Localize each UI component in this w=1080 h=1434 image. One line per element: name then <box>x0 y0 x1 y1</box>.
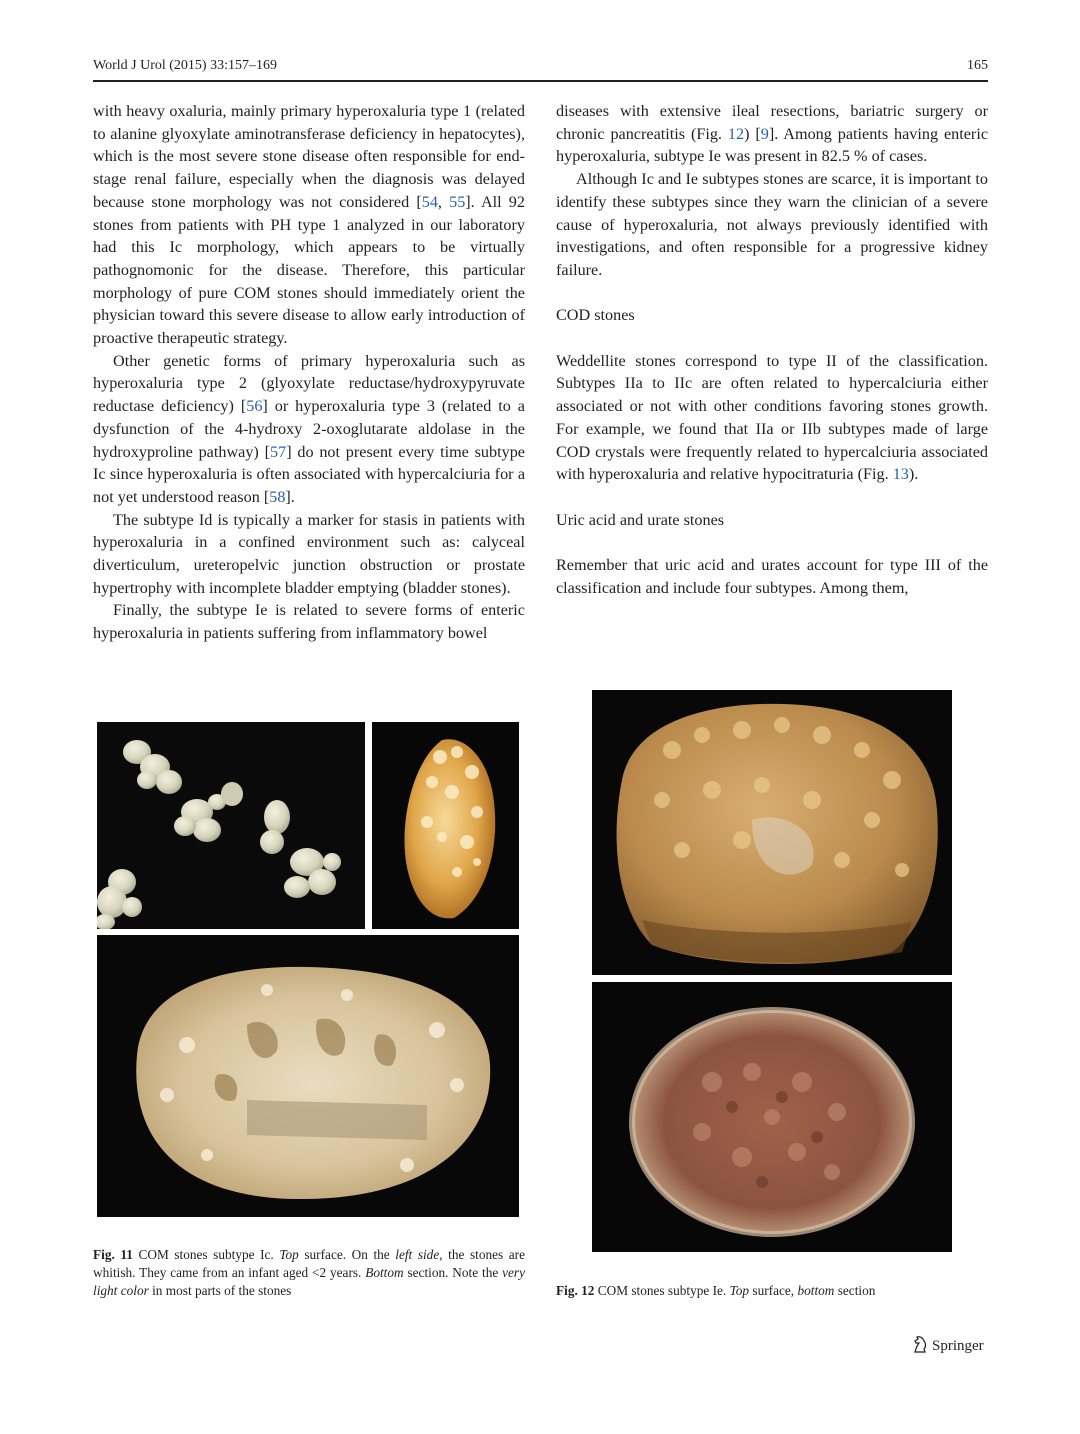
paragraph: The subtype Id is typically a marker for stasis in patients with hyperoxaluria in a confined environment such as: calyceal diverticulum, ureteropelvic junction obstruction or prostate hypertrophy with incomplete bladder emptying (bladder stones). <box>93 510 525 597</box>
fig12-caption: Fig. 12 COM stones subtype Ie. Top surface, bottom section <box>556 1283 876 1298</box>
whitish-stones-image <box>97 722 365 929</box>
section-heading: Uric acid and urate stones <box>556 510 725 529</box>
paragraph: Finally, the subtype Ie is related to severe forms of enteric hyperoxaluria in patients suffering from inflammatory bowel <box>93 601 525 643</box>
left-column <box>93 100 525 645</box>
citation-link[interactable]: 9 <box>760 124 769 143</box>
springer-knight-icon <box>912 1335 928 1358</box>
header-rule <box>93 80 988 82</box>
citation-link[interactable]: 54 <box>421 192 438 211</box>
publisher-footer <box>912 1335 984 1358</box>
fig11-caption: Fig. 11 COM stones subtype Ic. Top surface. On the left side, the stones are whitish. They came from an infant aged <2 years. Bottom section. Note the very light color in most parts of the stones <box>93 1247 525 1298</box>
stone-section-image <box>97 935 519 1217</box>
fig11-top-left-photo <box>97 722 365 929</box>
paragraph: Weddellite stones correspond to type II of the classification. Subtypes IIa to IIc are often related to hypercalciuria either associated or not with other conditions favoring stones growth. For example, we found that IIa or IIb subtypes made of large COD crystals were frequently related to hypercalciuria associated with hyperoxaluria and relative hypocitraturia (Fig. 13). <box>556 351 988 484</box>
paragraph: Although Ic and Ie subtypes stones are scarce, it is important to identify these subtypes since they warn the clinician of a severe cause of hyperoxaluria, not always previously identified with investigations, and often responsible for a progressive kidney failure. <box>556 170 988 279</box>
paragraph: Other genetic forms of primary hyperoxaluria such as hyperoxaluria type 2 (glyoxylate reductase/hydroxypyruvate reductase deficiency) [56] or hyperoxaluria type 3 (related to a dysfunction of the 4-hydroxy 2-oxoglutarate aldolase in the hydroxyproline pathway) [57] do not present every time subtype Ic since hyperoxaluria is often associated with hypercalciuria for a not yet understood reason [58]. <box>93 351 525 506</box>
amber-stone-image <box>372 722 519 929</box>
journal-citation: World J Urol (2015) 33:157–169 <box>93 58 277 73</box>
figure-link[interactable]: 13 <box>892 465 909 484</box>
brown-stone-surface-image <box>592 690 952 975</box>
right-column <box>556 100 988 599</box>
fig11-top-right-photo <box>372 722 519 929</box>
figure-label: Fig. 11 <box>93 1247 133 1262</box>
paragraph: Remember that uric acid and urates account for type III of the classification and include four subtypes. Among them, <box>556 556 988 597</box>
figure-link[interactable]: 12 <box>727 124 745 143</box>
publisher-name: Springer <box>932 1337 984 1354</box>
fig12-bottom-photo <box>592 982 952 1252</box>
citation-link[interactable]: 58 <box>269 487 286 506</box>
running-header <box>93 56 988 80</box>
section-heading: COD stones <box>556 306 635 325</box>
citation-link[interactable]: 55 <box>449 192 466 211</box>
fig12-top-photo <box>592 690 952 975</box>
brown-stone-section-image <box>592 982 952 1252</box>
figure-label: Fig. 12 <box>556 1283 595 1298</box>
page-number: 165 <box>967 58 988 73</box>
paragraph: diseases with extensive ileal resections, bariatric surgery or chronic pancreatitis (Fig. 12) [9]. Among patients having enteric hyperoxaluria, subtype Ie was present in 82.5 % of cases. <box>556 102 989 166</box>
citation-link[interactable]: 56 <box>246 397 263 416</box>
citation-link[interactable]: 57 <box>270 442 287 461</box>
paragraph: with heavy oxaluria, mainly primary hyperoxaluria type 1 (related to alanine glyoxylate aminotransferase deficiency in hepatocytes), which is the most severe stone disease often responsible for end-stage renal failure, especially when the diagnosis was delayed because stone morphology was not considered [54, 55]. All 92 stones from patients with PH type 1 analyzed in our laboratory had this Ic morphology, which appears to be virtually pathognomonic for the disease. Therefore, this particular morphology of pure COM stones should immediately orient the physician toward this severe disease to allow early introduction of proactive therapeutic strategy. <box>93 102 525 348</box>
fig11-bottom-photo <box>97 935 519 1217</box>
